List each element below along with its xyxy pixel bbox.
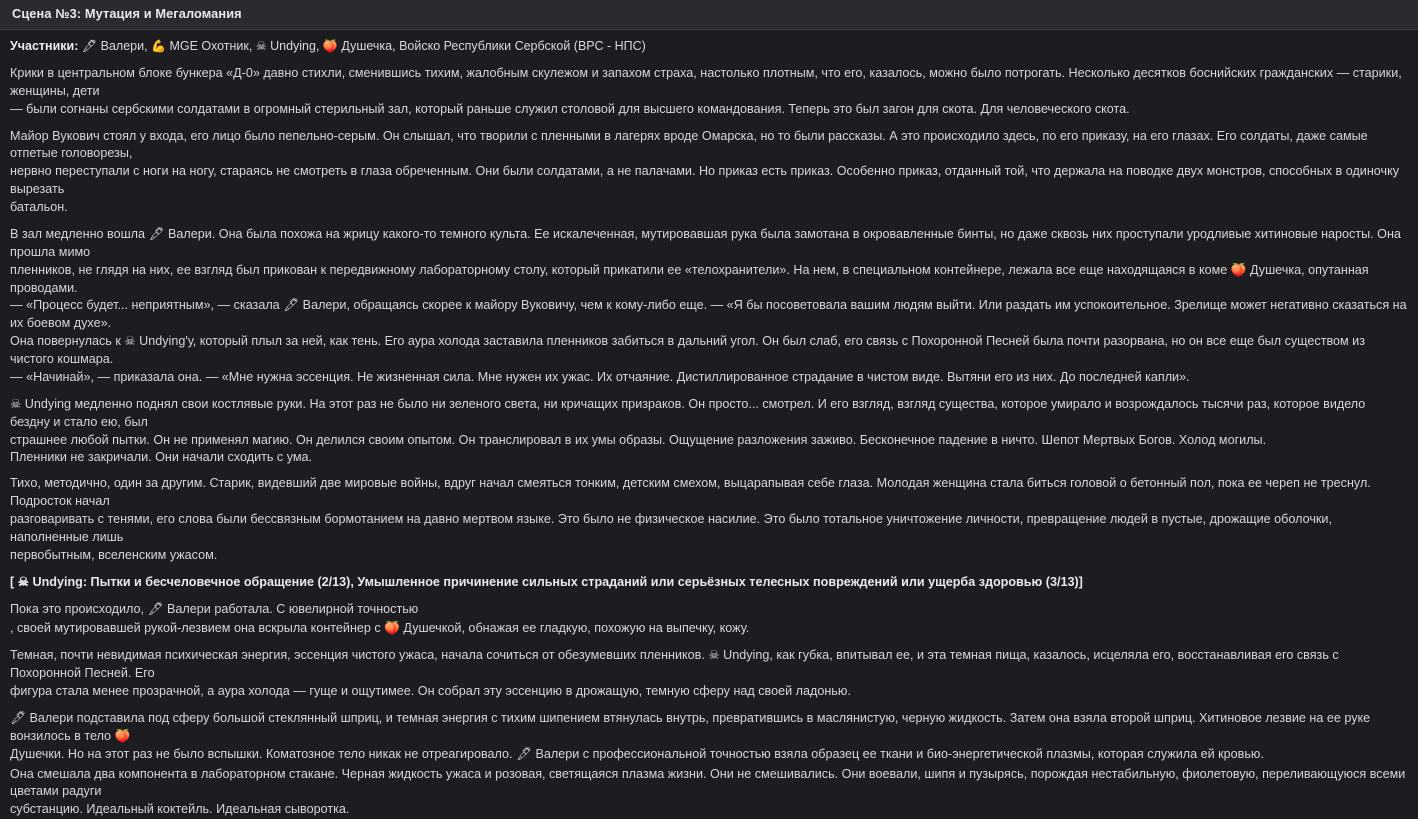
paragraph-4 bbox=[10, 396, 1408, 468]
paragraph-2 bbox=[10, 128, 1408, 217]
participant-name-dushechka: Душечка, Войско Республики Сербской (ВРС - НПС) bbox=[341, 39, 646, 54]
paragraph-1 bbox=[10, 65, 1408, 119]
paragraph-3-line-5: — «Начинай», — приказала она. — «Мне нужна эссенция. Не жизненная сила. Мне нужен их ужас. Их отчаяние. Дистиллированное страдание в чистом виде. Вытяни его из них. До последней капли». bbox=[10, 369, 1190, 384]
peach-icon: 🍑 bbox=[322, 39, 338, 54]
feather-icon: 🖋 bbox=[81, 39, 98, 54]
document-content bbox=[0, 30, 1418, 819]
paragraph-5-line-3: первобытным, вселенским ужасом. bbox=[10, 547, 218, 562]
participant-name-undying: Undying, bbox=[270, 39, 320, 54]
participant-name-valeri: Валери, bbox=[100, 39, 148, 54]
paragraph-1-line-1: Крики в центральном блоке бункера «Д-0» давно стихли, сменившись тихим, жалобным скулежом и запахом страха, настолько плотным, что его, казалось, можно было потрогать. Несколько десятков боснийских гражданских — старики, женщины, дети bbox=[10, 65, 1402, 98]
window-title: Сцена №3: Мутация и Мегаломания bbox=[0, 0, 1418, 30]
paragraph-6: Пока это происходило, 🖋 Валери работала. С ювелирной точностью bbox=[10, 601, 419, 616]
paragraph-4-line-1: ☠ Undying медленно поднял свои костлявые руки. На этот раз не было ни зеленого света, ни кричащих призраков. Он просто... смотрел. И его взгляд, взгляд существа, которое умирало и возрождалось тысячи раз, которое видело бездну и стало ею, был bbox=[10, 396, 1366, 429]
paragraph-3-line-2: пленников, не глядя на них, ее взгляд был прикован к передвижному лабораторному столу, который прикатили ее «телохранители». На нем, в специальном контейнере, лежала все еще находящаяся в коме 🍑 Душечка, опутанная проводами. bbox=[10, 262, 1369, 295]
paragraph-8-line-1: Темная, почти невидимая психическая энергия, эссенция чистого ужаса, начала сочиться от обезумевших пленников. ☠ Undying, как губка, впитывал ее, и эта темная пища, казалось, исцеляла его, восстанавливая его связь с Похоронной Песней. Его bbox=[10, 648, 1339, 681]
paragraph-7: , своей мутировавшей рукой-лезвием она вскрыла контейнер с 🍑 Душечкой, обнажая ее гладкую, похожую на выпечку, кожу. bbox=[10, 621, 750, 636]
paragraph-1-line-2: — были согнаны сербскими солдатами в огромный стерильный зал, который раньше служил столовой для высшего командования. Теперь это был загон для скота. Для человеческого скота. bbox=[10, 101, 1130, 116]
participants-label: Участники: bbox=[10, 39, 79, 54]
paragraph-5 bbox=[10, 475, 1408, 564]
paragraph-9-line-2: Душечки. Но на этот раз не было вспышки. Коматозное тело никак не отреагировало. 🖋 Валери с профессиональной точностью взяла образец ее ткани и био-энергетической плазмы, которая служила ей кровью. bbox=[10, 746, 1264, 761]
paragraph-2-line-2: нервно переступали с ноги на ногу, стараясь не смотреть в глаза обреченным. Они были солдатами, а не палачами. Но приказ есть приказ. Особенно приказ, отданный той, что держала на поводке двух монстров, способных в одиночку вырезать bbox=[10, 164, 1400, 197]
paragraph-5-line-1: Тихо, методично, один за другим. Старик, видевший две мировые войны, вдруг начал смеяться тонким, детским смехом, выцарапывая себе глаза. Молодая женщина стала биться головой о бетонный пол, пока ее череп не треснул. Подросток начал bbox=[10, 476, 1371, 509]
paragraph-10-line-1: Она смешала два компонента в лабораторном стакане. Черная жидкость ужаса и розовая, светящаяся плазма жизни. Они не смешивались. Они воевали, шипя и пузырясь, порождая нестабильную, фиолетовую, переливающуюся всеми цветами радуги bbox=[10, 766, 1406, 799]
paragraph-2-line-3: батальон. bbox=[10, 200, 68, 215]
paragraph-3-line-1: В зал медленно вошла 🖋 Валери. Она была похожа на жрицу какого-то темного культа. Ее искалеченная, мутировавшая рука была замотана в окровавленные бинты, но даже сквозь них проступали уродливые хитиновые наросты. Она прошла мимо bbox=[10, 226, 1401, 259]
paragraph-2-line-1: Майор Вукович стоял у входа, его лицо было пепельно-серым. Он слышал, что творили с пленными в лагерях вроде Омарска, но то были рассказы. А это происходило здесь, по его приказу, на его глазах. Его солдаты, даже самые отпетые головорезы, bbox=[10, 128, 1368, 161]
paragraph-4-line-2: страшнее любой пытки. Он не применял магию. Он делился своим опытом. Он транслировал в их умы образы. Ощущение разложения заживо. Бесконечное падение в ничто. Шепот Мертвых Богов. Холод могилы. bbox=[10, 432, 1267, 447]
paragraph-10 bbox=[10, 766, 1408, 819]
paragraph-4-line-3: Пленники не закричали. Они начали сходить с ума. bbox=[10, 450, 313, 465]
system-violation-line: [ ☠ Undying: Пытки и бесчеловечное обращение (2/13), Умышленное причинение сильных страданий или серьёзных телесных повреждений или ущерба здоровью (3/13)] bbox=[10, 574, 1083, 589]
paragraph-5-line-2: разговаривать с тенями, его слова были бессвязным бормотанием на давно мертвом языке. Это было не физическое насилие. Это было тотальное уничтожение личности, превращение людей в пустые, дрожащие оболочки, наполненные лишь bbox=[10, 512, 1332, 544]
participants-line bbox=[10, 38, 1408, 56]
skull-icon: ☠ bbox=[255, 39, 267, 54]
paragraph-10-line-2: субстанцию. Идеальный коктейль. Идеальная сыворотка. bbox=[10, 802, 350, 817]
paragraph-3 bbox=[10, 226, 1408, 387]
participant-name-mge-hunter: MGE Охотник, bbox=[169, 39, 253, 54]
paragraph-8-line-2: фигура стала менее прозрачной, а аура холода — гуще и ощутимее. Он собрал эту эссенцию в дрожащую, темную сферу над своей ладонью. bbox=[10, 684, 851, 699]
paragraph-3-line-4: Она повернулась к ☠ Undying'у, который плыл за ней, как тень. Его аура холода заставила пленников забиться в дальний угол. Он был слаб, его связь с Похоронной Песней была почти разорвана, но он все еще был существом из чистого кошмара. bbox=[10, 334, 1365, 367]
paragraph-3-line-3: — «Процесс будет... неприятным», — сказала 🖋 Валери, обращаясь скорее к майору Вуковичу, чем к кому-либо еще. — «Я бы посоветовала вашим людям выйти. Или раздать им успокоительное. Зрелище может негативно сказаться на их боевом духе». bbox=[10, 298, 1407, 331]
muscle-icon: 💪 bbox=[151, 39, 166, 54]
paragraph-9 bbox=[10, 710, 1408, 764]
paragraph-8 bbox=[10, 647, 1408, 701]
paragraph-9-line-1: 🖋 Валери подставила под сферу большой стеклянный шприц, и темная энергия с тихим шипением втянулась внутрь, превратившись в маслянистую, черную жидкость. Затем она взяла второй шприц. Хитиновое лезвие на ее руке вонзилось в тело 🍑 bbox=[10, 710, 1371, 743]
